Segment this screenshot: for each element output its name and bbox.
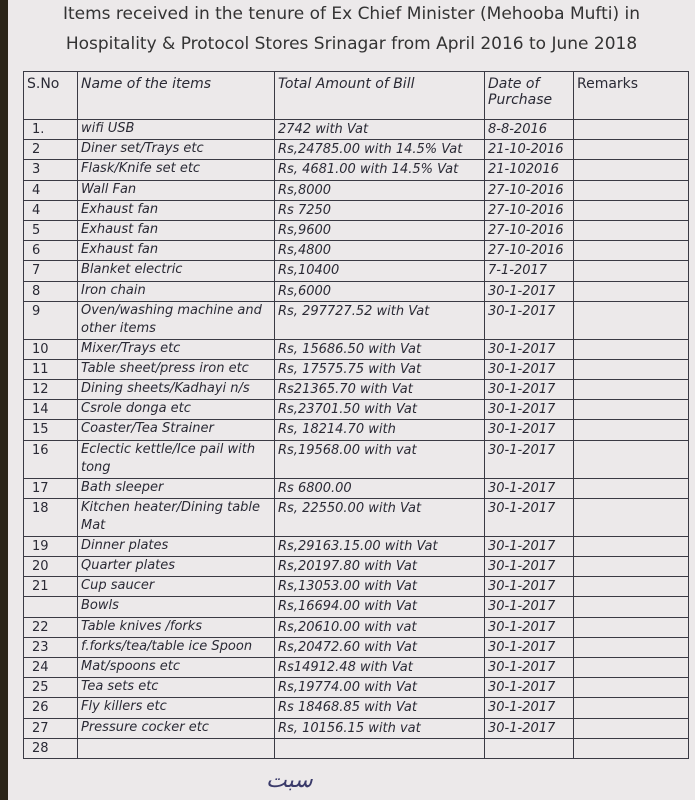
- cell-amount: Rs, 297727.52 with Vat: [275, 301, 485, 339]
- cell-item-name: Dining sheets/Kadhayi n/s: [78, 380, 275, 400]
- cell-sno: 10: [24, 339, 78, 359]
- cell-amount: Rs,16694.00 with Vat: [275, 597, 485, 617]
- cell-remarks: [574, 380, 689, 400]
- cell-amount: [275, 738, 485, 758]
- cell-amount: Rs, 4681.00 with 14.5% Vat: [275, 160, 485, 180]
- cell-amount: Rs, 15686.50 with Vat: [275, 339, 485, 359]
- cell-item-name: Fly killers etc: [78, 698, 275, 718]
- document-page: [8, 0, 695, 800]
- cell-item-name: Dinner plates: [78, 536, 275, 556]
- table-row: [24, 261, 689, 281]
- table-row: [24, 301, 689, 339]
- cell-item-name: Quarter plates: [78, 557, 275, 577]
- cell-date: 30-1-2017: [485, 400, 574, 420]
- cell-amount: Rs21365.70 with Vat: [275, 380, 485, 400]
- cell-item-name: Kitchen heater/Dining table Mat: [78, 498, 275, 536]
- cell-item-name: Exhaust fan: [78, 241, 275, 261]
- table-row: [24, 220, 689, 240]
- cell-amount: Rs,6000: [275, 281, 485, 301]
- cell-date: 30-1-2017: [485, 301, 574, 339]
- table-row: [24, 577, 689, 597]
- cell-date: 30-1-2017: [485, 420, 574, 440]
- cell-item-name: Coaster/Tea Strainer: [78, 420, 275, 440]
- table-row: [24, 281, 689, 301]
- cell-amount: Rs14912.48 with Vat: [275, 657, 485, 677]
- cell-item-name: Exhaust fan: [78, 220, 275, 240]
- cell-remarks: [574, 180, 689, 200]
- cell-date: 27-10-2016: [485, 200, 574, 220]
- cell-remarks: [574, 498, 689, 536]
- cell-remarks: [574, 420, 689, 440]
- cell-amount: Rs, 17575.75 with Vat: [275, 359, 485, 379]
- cell-sno: 15: [24, 420, 78, 440]
- header-amount: Total Amount of Bill: [275, 72, 485, 120]
- cell-item-name: Iron chain: [78, 281, 275, 301]
- table-row: [24, 557, 689, 577]
- table-row: [24, 359, 689, 379]
- header-name: Name of the items: [78, 72, 275, 120]
- cell-date: 21-10-2016: [485, 140, 574, 160]
- cell-date: 30-1-2017: [485, 440, 574, 478]
- cell-remarks: [574, 220, 689, 240]
- table-row: [24, 120, 689, 140]
- table-row: [24, 698, 689, 718]
- cell-item-name: Blanket electric: [78, 261, 275, 281]
- cell-amount: Rs,19774.00 with Vat: [275, 678, 485, 698]
- cell-sno: 6: [24, 241, 78, 261]
- cell-sno: 21: [24, 577, 78, 597]
- table-row: [24, 400, 689, 420]
- cell-sno: 28: [24, 738, 78, 758]
- cell-item-name: Eclectic kettle/Ice pail with tong: [78, 440, 275, 478]
- cell-sno: 19: [24, 536, 78, 556]
- cell-date: [485, 738, 574, 758]
- cell-sno: 7: [24, 261, 78, 281]
- table-row: [24, 478, 689, 498]
- cell-remarks: [574, 617, 689, 637]
- cell-date: 30-1-2017: [485, 359, 574, 379]
- cell-sno: 3: [24, 160, 78, 180]
- table-row: [24, 536, 689, 556]
- cell-item-name: f.forks/tea/table ice Spoon: [78, 637, 275, 657]
- cell-amount: Rs 18468.85 with Vat: [275, 698, 485, 718]
- table-row: [24, 738, 689, 758]
- cell-sno: 12: [24, 380, 78, 400]
- cell-date: 30-1-2017: [485, 678, 574, 698]
- cell-sno: 20: [24, 557, 78, 577]
- cell-sno: [24, 597, 78, 617]
- cell-item-name: [78, 738, 275, 758]
- cell-amount: Rs,20610.00 with vat: [275, 617, 485, 637]
- cell-amount: Rs, 22550.00 with Vat: [275, 498, 485, 536]
- table-row: [24, 498, 689, 536]
- cell-date: 30-1-2017: [485, 657, 574, 677]
- cell-remarks: [574, 597, 689, 617]
- cell-item-name: Diner set/Trays etc: [78, 140, 275, 160]
- cell-sno: 8: [24, 281, 78, 301]
- cell-remarks: [574, 637, 689, 657]
- cell-item-name: Mixer/Trays etc: [78, 339, 275, 359]
- signature-mark: ﺳﺒﺖ: [266, 768, 313, 793]
- cell-item-name: Bowls: [78, 597, 275, 617]
- cell-sno: 4: [24, 200, 78, 220]
- cell-remarks: [574, 478, 689, 498]
- cell-item-name: Oven/washing machine and other items: [78, 301, 275, 339]
- cell-remarks: [574, 678, 689, 698]
- table-row: [24, 180, 689, 200]
- cell-remarks: [574, 281, 689, 301]
- cell-item-name: Tea sets etc: [78, 678, 275, 698]
- table-row: [24, 140, 689, 160]
- cell-remarks: [574, 536, 689, 556]
- cell-item-name: Wall Fan: [78, 180, 275, 200]
- cell-sno: 27: [24, 718, 78, 738]
- cell-date: 30-1-2017: [485, 498, 574, 536]
- cell-date: 30-1-2017: [485, 718, 574, 738]
- cell-date: 30-1-2017: [485, 577, 574, 597]
- cell-item-name: Csrole donga etc: [78, 400, 275, 420]
- header-sno: S.No: [24, 72, 78, 120]
- cell-amount: Rs,8000: [275, 180, 485, 200]
- table-row: [24, 718, 689, 738]
- cell-sno: 26: [24, 698, 78, 718]
- table-row: [24, 617, 689, 637]
- table-row: [24, 420, 689, 440]
- cell-date: 21-102016: [485, 160, 574, 180]
- items-table: [23, 71, 689, 759]
- document-title-line1: Items received in the tenure of Ex Chief Minister (Mehooba Mufti) in: [62, 4, 641, 24]
- cell-sno: 9: [24, 301, 78, 339]
- table-row: [24, 657, 689, 677]
- cell-item-name: Cup saucer: [78, 577, 275, 597]
- cell-item-name: Table sheet/press iron etc: [78, 359, 275, 379]
- cell-sno: 18: [24, 498, 78, 536]
- cell-remarks: [574, 120, 689, 140]
- cell-sno: 24: [24, 657, 78, 677]
- cell-date: 30-1-2017: [485, 698, 574, 718]
- cell-date: 27-10-2016: [485, 220, 574, 240]
- cell-remarks: [574, 160, 689, 180]
- cell-remarks: [574, 339, 689, 359]
- cell-date: 30-1-2017: [485, 478, 574, 498]
- cell-amount: Rs,20197.80 with Vat: [275, 557, 485, 577]
- header-date: Date of Purchase: [485, 72, 574, 120]
- cell-amount: Rs,9600: [275, 220, 485, 240]
- cell-date: 30-1-2017: [485, 536, 574, 556]
- cell-item-name: Bath sleeper: [78, 478, 275, 498]
- cell-remarks: [574, 200, 689, 220]
- cell-amount: Rs, 10156.15 with vat: [275, 718, 485, 738]
- cell-remarks: [574, 698, 689, 718]
- table-row: [24, 678, 689, 698]
- cell-remarks: [574, 657, 689, 677]
- cell-remarks: [574, 400, 689, 420]
- cell-sno: 16: [24, 440, 78, 478]
- table-row: [24, 637, 689, 657]
- cell-date: 30-1-2017: [485, 281, 574, 301]
- cell-sno: 22: [24, 617, 78, 637]
- cell-amount: Rs,19568.00 with vat: [275, 440, 485, 478]
- cell-sno: 11: [24, 359, 78, 379]
- table-row: [24, 380, 689, 400]
- cell-item-name: Exhaust fan: [78, 200, 275, 220]
- cell-remarks: [574, 301, 689, 339]
- cell-remarks: [574, 557, 689, 577]
- cell-date: 27-10-2016: [485, 180, 574, 200]
- table-row: [24, 597, 689, 617]
- table-row: [24, 440, 689, 478]
- cell-amount: Rs,13053.00 with Vat: [275, 577, 485, 597]
- cell-amount: Rs, 18214.70 with: [275, 420, 485, 440]
- cell-amount: 2742 with Vat: [275, 120, 485, 140]
- cell-sno: 25: [24, 678, 78, 698]
- cell-remarks: [574, 241, 689, 261]
- cell-date: 30-1-2017: [485, 339, 574, 359]
- cell-date: 8-8-2016: [485, 120, 574, 140]
- cell-remarks: [574, 261, 689, 281]
- cell-sno: 17: [24, 478, 78, 498]
- cell-amount: Rs,20472.60 with Vat: [275, 637, 485, 657]
- cell-item-name: Flask/Knife set etc: [78, 160, 275, 180]
- cell-date: 27-10-2016: [485, 241, 574, 261]
- cell-amount: Rs 6800.00: [275, 478, 485, 498]
- cell-sno: 2: [24, 140, 78, 160]
- cell-amount: Rs,23701.50 with Vat: [275, 400, 485, 420]
- cell-date: 30-1-2017: [485, 637, 574, 657]
- cell-amount: Rs,29163.15.00 with Vat: [275, 536, 485, 556]
- cell-sno: 1.: [24, 120, 78, 140]
- cell-amount: Rs,10400: [275, 261, 485, 281]
- cell-date: 30-1-2017: [485, 617, 574, 637]
- cell-remarks: [574, 718, 689, 738]
- cell-date: 7-1-2017: [485, 261, 574, 281]
- table-row: [24, 241, 689, 261]
- cell-date: 30-1-2017: [485, 557, 574, 577]
- cell-sno: 23: [24, 637, 78, 657]
- cell-remarks: [574, 440, 689, 478]
- cell-sno: 14: [24, 400, 78, 420]
- header-remarks: Remarks: [574, 72, 689, 120]
- table-row: [24, 200, 689, 220]
- table-row: [24, 339, 689, 359]
- cell-amount: Rs,24785.00 with 14.5% Vat: [275, 140, 485, 160]
- cell-remarks: [574, 577, 689, 597]
- cell-sno: 5: [24, 220, 78, 240]
- table-row: [24, 160, 689, 180]
- document-title-line2: Hospitality & Protocol Stores Srinagar from April 2016 to June 2018: [65, 34, 638, 54]
- cell-amount: Rs,4800: [275, 241, 485, 261]
- cell-date: 30-1-2017: [485, 597, 574, 617]
- cell-remarks: [574, 359, 689, 379]
- cell-date: 30-1-2017: [485, 380, 574, 400]
- cell-remarks: [574, 738, 689, 758]
- cell-remarks: [574, 140, 689, 160]
- cell-item-name: Table knives /forks: [78, 617, 275, 637]
- cell-item-name: Mat/spoons etc: [78, 657, 275, 677]
- cell-sno: 4: [24, 180, 78, 200]
- cell-item-name: Pressure cocker etc: [78, 718, 275, 738]
- cell-item-name: wifi USB: [78, 120, 275, 140]
- table-header-row: [24, 72, 689, 120]
- cell-amount: Rs 7250: [275, 200, 485, 220]
